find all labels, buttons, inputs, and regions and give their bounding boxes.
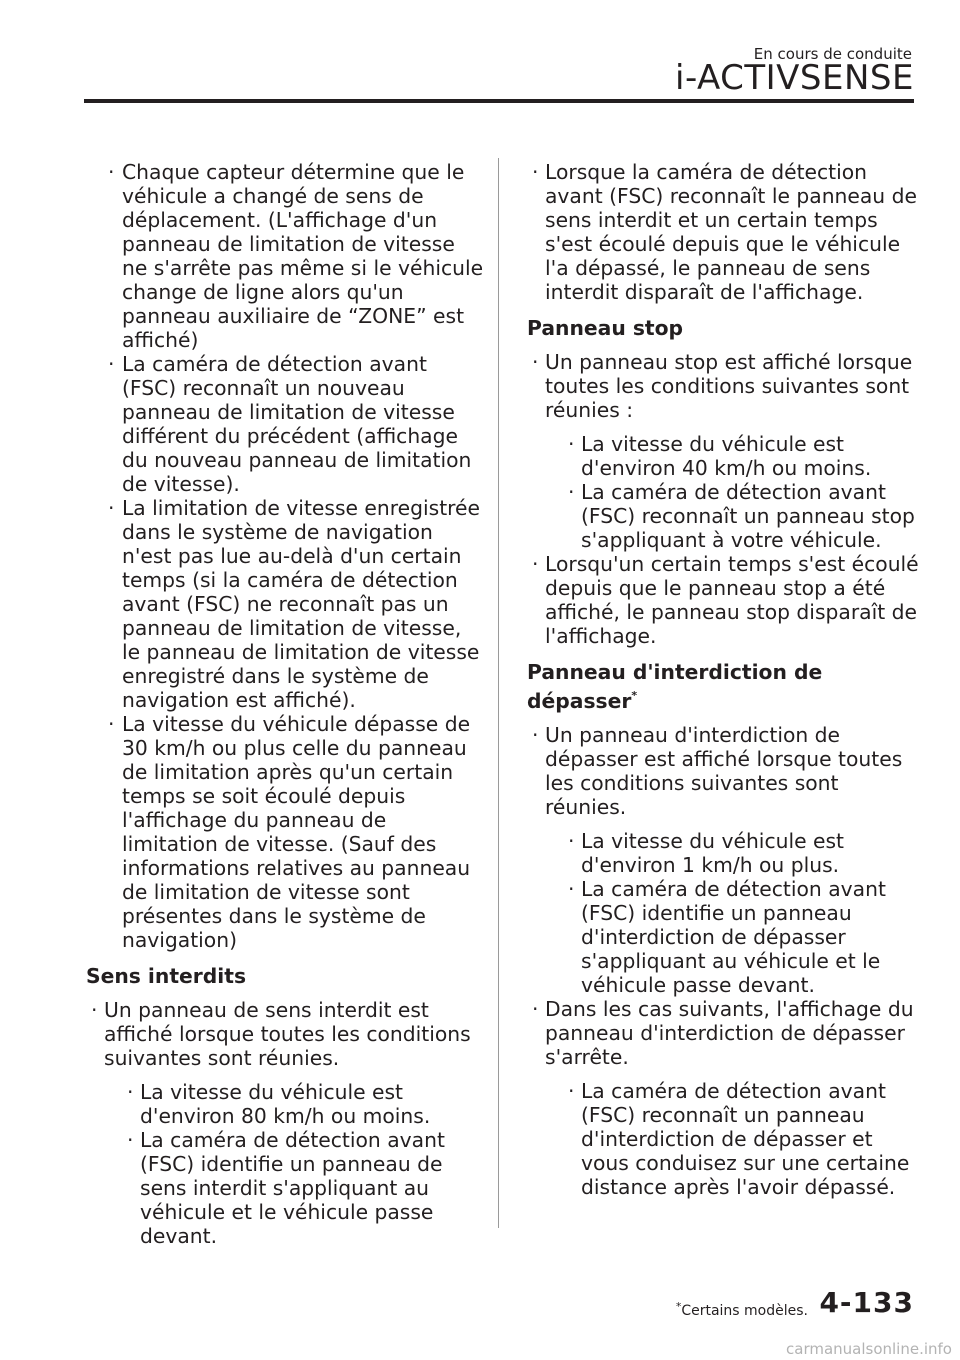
list-item: · Chaque capteur détermine que le véhicule a changé de sens de déplacement. (L'affichage d'un panneau de limitation de vitesse ne s'arrête pas même si le véhicule change de ligne alors qu'un panneau auxiliaire de “ZONE” est affiché) xyxy=(104,160,484,352)
list-item: · Lorsqu'un certain temps s'est écoulé depuis que le panneau stop a été affiché, le panneau stop disparaît de l'affichage. xyxy=(527,552,922,648)
section-heading-interdiction-depasser xyxy=(527,660,922,713)
right-column xyxy=(527,160,922,1199)
left-column xyxy=(86,160,484,1248)
list-item: · La vitesse du véhicule est d'environ 80 km/h ou moins. xyxy=(122,1080,484,1128)
section-heading-sens-interdits: Sens interdits xyxy=(86,964,247,988)
footnote-mark: * xyxy=(675,1300,682,1313)
list-item: · La vitesse du véhicule dépasse de 30 km/h ou plus celle du panneau de limitation après qu'un certain temps se soit écoulé depuis l'affichage du panneau de limitation de vitesse. (Sauf des informations relatives au panneau de limitation de vitesse sont présentes dans le système de navigation) xyxy=(104,712,484,952)
page-number: 4-133 xyxy=(819,1286,914,1319)
list-item: · La caméra de détection avant (FSC) identifie un panneau de sens interdit s'appliquant au véhicule et le véhicule passe devant. xyxy=(122,1128,484,1248)
footnote xyxy=(676,1300,808,1319)
list-item: · Un panneau d'interdiction de dépasser est affiché lorsque toutes les conditions suivantes sont réunies. xyxy=(527,723,922,819)
list-item: · La caméra de détection avant (FSC) reconnaît un nouveau panneau de limitation de vitesse différent du précédent (affichage du nouveau panneau de limitation de vitesse). xyxy=(104,352,484,496)
list-item: · La caméra de détection avant (FSC) reconnaît un panneau d'interdiction de dépasser et vous conduisez sur une certaine distance après l'avoir dépassé. xyxy=(563,1079,922,1199)
list-item: · Dans les cas suivants, l'affichage du panneau d'interdiction de dépasser s'arrête. xyxy=(527,997,922,1069)
list-item: · La vitesse du véhicule est d'environ 40 km/h ou moins. xyxy=(563,432,922,480)
footnote-text: Certains modèles. xyxy=(681,1303,808,1319)
header-rule xyxy=(84,99,914,103)
list-item: · La vitesse du véhicule est d'environ 1 km/h ou plus. xyxy=(563,829,922,877)
column-divider xyxy=(498,158,499,1228)
list-item: · La caméra de détection avant (FSC) identifie un panneau d'interdiction de dépasser s'appliquant au véhicule et le véhicule passe devant. xyxy=(563,877,922,997)
model-availability-mark: * xyxy=(631,689,638,702)
section-heading-panneau-stop: Panneau stop xyxy=(527,316,684,340)
list-item: · La caméra de détection avant (FSC) reconnaît un panneau stop s'appliquant à votre véhicule. xyxy=(563,480,922,552)
heading-text: Panneau d'interdiction de dépasser xyxy=(527,660,823,713)
list-item: · Lorsque la caméra de détection avant (FSC) reconnaît le panneau de sens interdit et un certain temps s'est écoulé depuis que le véhicule l'a dépassé, le panneau de sens interdit disparaît de l'affichage. xyxy=(527,160,922,304)
list-item: · Un panneau stop est affiché lorsque toutes les conditions suivantes sont réunies : xyxy=(527,350,922,422)
header-section-label: En cours de conduite xyxy=(753,45,912,63)
list-item: · La limitation de vitesse enregistrée dans le système de navigation n'est pas lue au-delà d'un certain temps (si la caméra de détection avant (FSC) ne reconnaît pas un panneau de limitation de vitesse, le panneau de limitation de vitesse enregistré dans le système de navigation est affiché). xyxy=(104,496,484,712)
watermark: carmanualsonline.info xyxy=(786,1340,952,1358)
header-title: i-ACTIVSENSE xyxy=(675,58,914,98)
list-item: · Un panneau de sens interdit est affiché lorsque toutes les conditions suivantes sont réunies. xyxy=(86,998,484,1070)
